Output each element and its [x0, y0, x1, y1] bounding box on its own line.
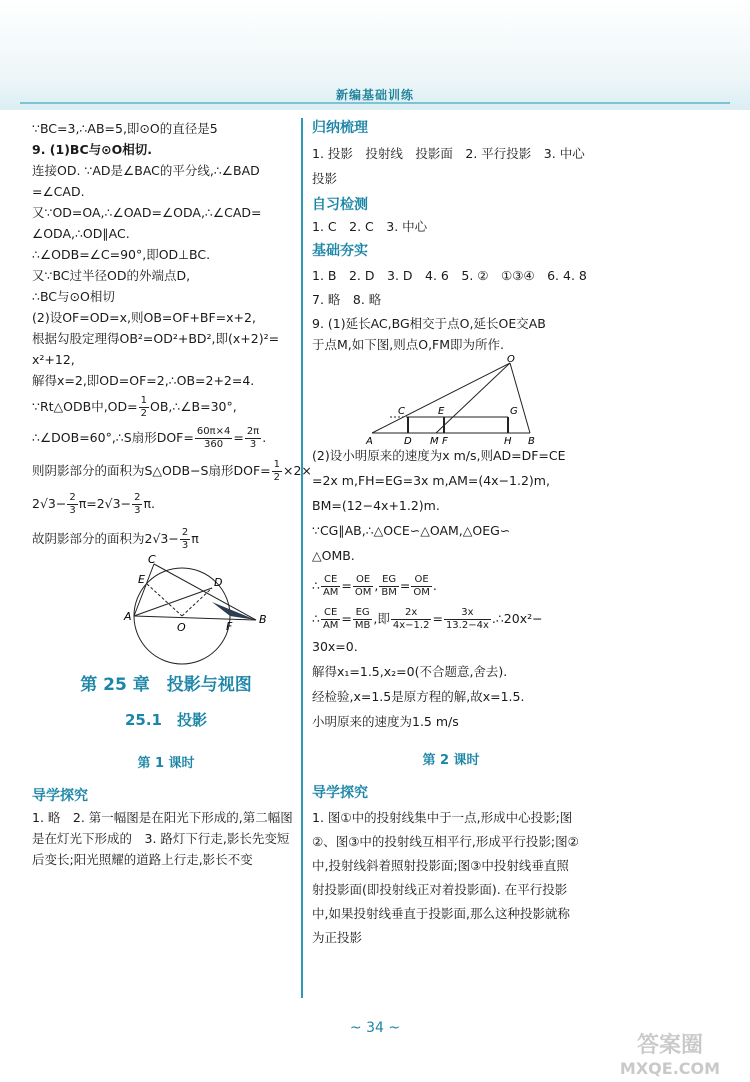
label-H: H [504, 436, 512, 445]
text-line: 经检验,x=1.5是原方程的解,故x=1.5. [312, 689, 525, 704]
ratio-formula-1: ∴ $\frac{CE}{AM}$ = $\frac{OE}{OM}$ , $\frac{EG}{BM}$ = $\frac{OE}{OM}$ . [312, 574, 437, 598]
text-line: 于点M,如下图,则点O,FM即为所作. [312, 337, 504, 352]
text-line: 小明原来的速度为1.5 m/s [312, 714, 459, 729]
text-line: 1. B 2. D 3. D 4. 6 5. ② ①③④ 6. 4. 8 [312, 268, 587, 283]
text-line: ∵BC=3,∴AB=5,即⊙O的直径是5 [32, 121, 218, 136]
text-line: BM=(12−4x+1.2)m. [312, 498, 440, 513]
right-column [312, 118, 590, 948]
label-O: O [507, 355, 515, 365]
left-column [32, 118, 312, 870]
text-line: 1. 略 2. 第一幅图是在阳光下形成的,第二幅图 [32, 810, 293, 825]
text-line: 解得x=2,即OD=OF=2,∴OB=2+2=4. [32, 373, 255, 388]
label-A: A [366, 436, 373, 445]
text-line: 后变长;阳光照耀的道路上行走,影长不变 [32, 852, 253, 867]
label-M: M [430, 436, 439, 445]
header-title: 新编基础训练 [335, 88, 414, 102]
text-line: 是在灯光下形成的 3. 路灯下行走,影长先变短 [32, 831, 290, 846]
text-line: ∴∠ODB=∠C=90°,即OD⊥BC. [32, 247, 211, 262]
text-line: 又∵BC过半径OD的外端点D, [32, 268, 191, 283]
text-line: 为正投影 [312, 930, 363, 945]
text-line: =2x m,FH=EG=3x m,AM=(4x−1.2)m, [312, 473, 550, 488]
section-heading: 归纳梳理 [312, 120, 368, 136]
label-F: F [442, 436, 448, 445]
watermark-logo [600, 1030, 740, 1078]
label-B: B [259, 613, 267, 626]
label-C: C [398, 406, 405, 417]
text-line: 连接OD. ∵AD是∠BAC的平分线,∴∠BAD [32, 163, 260, 178]
text-line: 中,如果投射线垂直于投影面,那么这种投影就称 [312, 906, 570, 921]
formula-sector: ∴∠DOB=60°,∴S扇形DOF= $\frac{60\pi\times 4}{360}$ = $\frac{2\pi}{3}$ . [32, 426, 267, 450]
label-G: G [510, 406, 518, 417]
text-line: ∴BC与⊙O相切 [32, 289, 115, 304]
formula-shade2: 2√3− $\frac{2}{3}$ π=2√3− $\frac{2}{3}$ π. [32, 492, 155, 516]
text-line: 30x=0. [312, 639, 358, 654]
page-header [0, 0, 750, 110]
formula-rt: ∵Rt△ODB中,OD= $\frac{1}{2}$ OB,∴∠B=30°, [32, 395, 237, 419]
section-title: 25.1 投影 [124, 711, 207, 729]
label-E: E [438, 406, 445, 417]
label-A: A [124, 610, 132, 623]
text-line: 1. 投影 投射线 投影面 2. 平行投影 3. 中心 [312, 146, 585, 161]
label-O: O [177, 621, 186, 634]
label-B: B [528, 436, 535, 445]
header-rule [20, 102, 730, 104]
text-line: 投影 [312, 171, 338, 186]
text-line: ∠ODA,∴OD∥AC. [32, 226, 130, 241]
text-line: 9. (1)BC与⊙O相切. [32, 142, 152, 157]
circle-figure [32, 554, 300, 669]
text-line: 又∵OD=OA,∴∠OAD=∠ODA,∴∠CAD= [32, 205, 262, 220]
text-line: 根据勾股定理得OB²=OD²+BD²,即(x+2)²= [32, 331, 280, 346]
text-line: 射投影面(即投射线正对着投影面). 在平行投影 [312, 882, 568, 897]
label-E: E [138, 573, 145, 586]
svg-text:MXQE.COM: MXQE.COM [619, 1059, 721, 1078]
text-line: 7. 略 8. 略 [312, 292, 382, 307]
text-line: △OMB. [312, 548, 355, 563]
section-heading: 导学探究 [32, 788, 88, 804]
column-divider [301, 118, 303, 998]
text-line: 解得x₁=1.5,x₂=0(不合题意,舍去). [312, 664, 508, 679]
text-line: 中,投射线斜着照射投影面;图③中投射线垂直照 [312, 858, 569, 873]
label-D: D [214, 576, 223, 589]
page-number: ~ 34 ~ [349, 1020, 401, 1036]
text-line: 1. 图①中的投射线集中于一点,形成中心投影;图 [312, 810, 573, 825]
text-line: 1. C 2. C 3. 中心 [312, 219, 428, 234]
lesson-title: 第 1 课时 [137, 756, 195, 771]
label-D: D [404, 436, 412, 445]
shaded-region [212, 602, 256, 620]
chapter-title: 第 25 章 投影与视图 [80, 675, 252, 695]
section-heading: 基础夯实 [312, 243, 368, 259]
text-line: (2)设OF=OD=x,则OB=OF+BF=x+2, [32, 310, 256, 325]
svg-text:答案圈: 答案圈 [636, 1033, 704, 1058]
text-line: ②、图③中的投射线互相平行,形成平行投影;图② [312, 834, 579, 849]
formula-answer: 故阴影部分的面积为2√3− $\frac{2}{3}$ π [32, 527, 199, 551]
text-line: =∠CAD. [32, 184, 85, 199]
label-F: F [226, 620, 233, 633]
text-line: ∵CG∥AB,∴△OCE∽△OAM,△OEG∽ [312, 523, 511, 538]
ratio-formula-2: ∴ $\frac{CE}{AM}$ = $\frac{EG}{MB}$ ,即 $\frac{2x}{4x-1.2}$ = $\frac{3x}{13.2-4x}$ .∴20x²− [312, 607, 543, 631]
text-line: x²+12, [32, 352, 75, 367]
section-heading: 自习检测 [312, 197, 368, 213]
formula-shade: 则阴影部分的面积为S△ODB−S扇形DOF= $\frac{1}{2}$ ×2× [32, 459, 312, 483]
projection-figure [352, 355, 630, 445]
text-line: 9. (1)延长AC,BG相交于点O,延长OE交AB [312, 316, 546, 331]
lesson-title: 第 2 课时 [422, 753, 480, 768]
section-heading: 导学探究 [312, 785, 368, 801]
label-C: C [148, 554, 156, 566]
text-line: (2)设小明原来的速度为x m/s,则AD=DF=CE [312, 448, 566, 463]
